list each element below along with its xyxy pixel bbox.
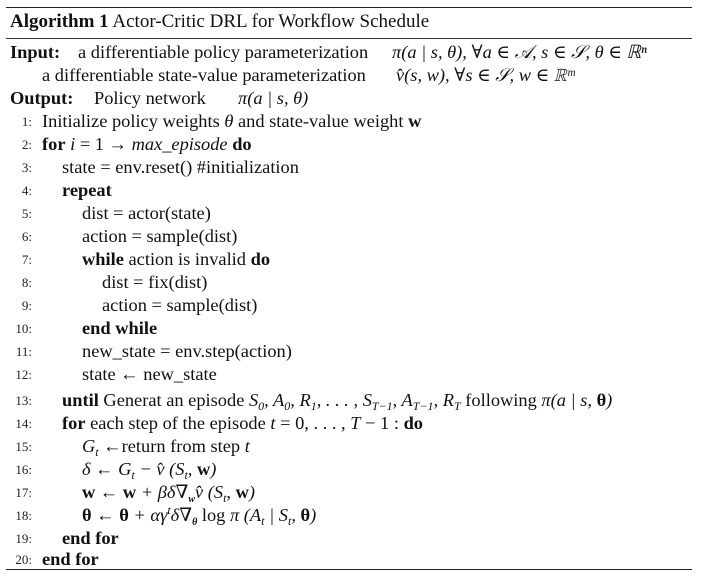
step-text: while action is invalid do	[82, 249, 271, 269]
algorithm-caption	[10, 10, 429, 34]
bottom-rule	[6, 569, 692, 570]
line-number: 6:	[21, 229, 32, 244]
input-desc-1: a differentiable policy parameterization	[78, 42, 369, 62]
line-number: 5:	[21, 206, 32, 221]
line-number: 2:	[21, 137, 32, 152]
step-text: repeat	[62, 180, 112, 200]
output-label: Output:	[10, 88, 74, 108]
line-number: 14:	[15, 416, 32, 431]
caption-rule	[6, 38, 692, 39]
step-text: action = sample(dist)	[82, 226, 238, 246]
step-text: Initialize policy weights θ and state-value weight w	[42, 111, 422, 131]
step-text: end while	[82, 318, 158, 338]
line-number: 17:	[15, 485, 32, 500]
step-text: end for	[62, 528, 119, 548]
line-number: 8:	[21, 275, 32, 290]
step-text: w ← $w + \beta\delta\nabla_wv̂$ ($S_t$, w)	[82, 482, 256, 505]
step-text: state = env.reset() #initialization	[62, 157, 299, 177]
algorithm-block	[6, 7, 692, 570]
algorithm-label: Algorithm 1	[10, 11, 109, 32]
top-rule	[6, 7, 692, 8]
line-number: 9:	[21, 298, 32, 313]
step-text: δ ← $G_t$ − v̂ ($S_t$, w)	[82, 459, 217, 482]
line-number: 11:	[15, 344, 32, 359]
output-desc: Policy network	[94, 88, 206, 108]
line-number: 12:	[15, 367, 32, 382]
step-text: dist = actor(state)	[82, 203, 211, 223]
line-number: 3:	[21, 160, 32, 175]
step-text: end for	[42, 549, 99, 569]
step-text: for i = 1 → max_episode do	[42, 134, 252, 154]
line-number: 10:	[15, 321, 32, 336]
input-desc-2: a differentiable state-value parameterization	[42, 65, 366, 85]
step-text: dist = fix(dist)	[102, 272, 208, 292]
line-number: 19:	[15, 531, 32, 546]
step-text: θ ← $\theta + \alpha\gamma^t\delta\nabla_\theta$ log π ($A_t$ | $S_t$, θ)	[82, 503, 317, 528]
step-text: state ← new_state	[82, 364, 217, 384]
line-number: 16:	[15, 462, 32, 477]
input-math-1: π(a | s, θ), ∀a ∈ 𝒜, s ∈ 𝒮, θ ∈ ℝⁿ	[392, 42, 647, 62]
input-label: Input:	[10, 42, 61, 62]
input-math-2: v̂(s, w), ∀s ∈ 𝒮, w ∈ ℝᵐ	[396, 65, 575, 85]
line-number: 7:	[21, 252, 32, 267]
line-number: 13:	[15, 393, 32, 408]
step-text: $G_t$ ←return from step t	[82, 436, 250, 459]
line-number: 15:	[15, 439, 32, 454]
line-number: 20:	[15, 552, 32, 567]
line-number: 18:	[15, 508, 32, 523]
step-text: until Generat an episode $S_0$, $A_0$, $R_1$, . . . , $S_{T-1}$, $A_{T-1}$, $R_T$ following π(a | s, θ)	[62, 390, 613, 413]
step-text: for each step of the episode t = 0, . . . , T − 1 : do	[62, 413, 423, 433]
line-number: 4:	[21, 183, 32, 198]
line-number: 1:	[21, 114, 32, 129]
step-text: action = sample(dist)	[102, 295, 258, 315]
algorithm-title: Actor-Critic DRL for Workflow Schedule	[112, 11, 430, 32]
output-math: π(a | s, θ)	[238, 88, 309, 108]
step-text: new_state = env.step(action)	[82, 341, 292, 361]
